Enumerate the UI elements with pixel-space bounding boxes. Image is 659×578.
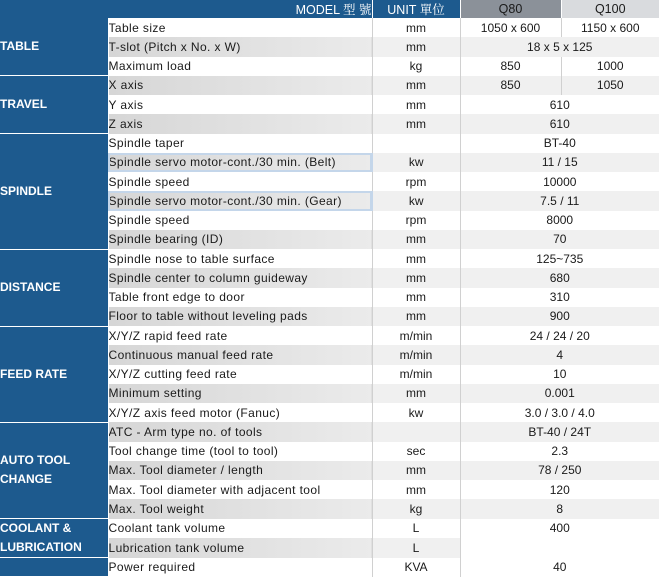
spec-value: 125~735 xyxy=(536,251,584,266)
spec-value: 400 xyxy=(549,521,570,536)
spec-unit xyxy=(372,134,460,153)
spec-item: X axis xyxy=(108,76,372,95)
spec-unit: m/min xyxy=(372,365,460,384)
spec-value: 78 / 250 xyxy=(460,461,659,480)
spec-unit: mm xyxy=(372,37,460,56)
spec-item: Z axis xyxy=(108,114,372,133)
spec-unit: kw xyxy=(372,403,460,422)
table-row xyxy=(0,558,659,577)
spec-value: 0.001 xyxy=(460,384,659,403)
unit-header: UNIT 單位 xyxy=(372,0,460,18)
spec-item: Floor to table without leveling pads xyxy=(108,307,372,326)
spec-item: X/Y/Z rapid feed rate xyxy=(108,326,372,345)
category-auto-tool-change xyxy=(0,422,108,518)
category-coolant-lubrication xyxy=(0,519,108,558)
spec-item: Coolant tank volume xyxy=(108,519,372,539)
spec-unit: rpm xyxy=(372,172,460,191)
spec-unit: m/min xyxy=(372,326,460,345)
category-line: CHANGE xyxy=(0,472,53,487)
spec-value xyxy=(460,538,659,558)
spec-unit: L xyxy=(372,519,460,539)
spec-item: Continuous manual feed rate xyxy=(108,345,372,364)
category-travel: TRAVEL xyxy=(0,76,108,134)
q80-value: 850 xyxy=(460,57,561,76)
category-table: TABLE xyxy=(0,18,108,76)
q80-value: 1050 x 600 xyxy=(460,18,561,37)
header-row xyxy=(0,0,659,18)
category-line: AUTO TOOL xyxy=(0,453,71,468)
category-distance: DISTANCE xyxy=(0,249,108,326)
spec-value: 610 xyxy=(549,97,570,112)
table-row xyxy=(0,422,659,441)
spec-item: Spindle servo motor-cont./30 min. (Belt) xyxy=(108,153,372,172)
spec-unit: mm xyxy=(372,480,460,499)
spec-unit: kw xyxy=(372,153,460,172)
spec-unit: mm xyxy=(372,307,460,326)
category-power xyxy=(0,558,108,577)
spec-item: X/Y/Z axis feed motor (Fanuc) xyxy=(108,403,372,422)
spec-unit: m/min xyxy=(372,345,460,364)
spec-value: 11 / 15 xyxy=(460,153,659,172)
spec-unit: mm xyxy=(372,230,460,249)
spec-item: Spindle center to column guideway xyxy=(108,268,372,287)
spec-item: ATC - Arm type no. of tools xyxy=(108,422,372,441)
spec-value: 7.5 / 11 xyxy=(460,191,659,210)
spec-value: 10 xyxy=(553,367,567,382)
spec-unit: rpm xyxy=(372,211,460,230)
spec-item: Maximum load xyxy=(108,57,372,76)
spec-unit: mm xyxy=(372,461,460,480)
category-line: LUBRICATION xyxy=(0,540,82,554)
spec-value: 24 / 24 / 20 xyxy=(529,328,590,343)
category-spindle: SPINDLE xyxy=(0,134,108,250)
spec-unit: mm xyxy=(372,114,460,133)
q100-header: Q100 xyxy=(561,0,659,18)
spec-value: 680 xyxy=(460,268,659,287)
spec-item: Spindle nose to table surface xyxy=(108,249,372,268)
spec-value: 2.3 xyxy=(551,444,569,459)
spec-item: Tool change time (tool to tool) xyxy=(108,442,372,461)
spec-value: 40 xyxy=(553,560,567,575)
spec-item: T-slot (Pitch x No. x W) xyxy=(108,37,372,56)
spec-unit: mm xyxy=(372,18,460,37)
spec-item: Max. Tool diameter with adjacent tool xyxy=(108,480,372,499)
spec-item: Spindle taper xyxy=(108,134,372,153)
spec-value: 120 xyxy=(549,482,570,497)
spec-item: Spindle servo motor-cont./30 min. (Gear) xyxy=(108,191,372,210)
spec-item: Minimum setting xyxy=(108,384,372,403)
spec-value: BT-40 / 24T xyxy=(460,422,659,441)
spec-item: Max. Tool weight xyxy=(108,499,372,518)
spec-unit: mm xyxy=(372,268,460,287)
table-row xyxy=(0,134,659,153)
spec-unit: KVA xyxy=(372,558,460,577)
spec-item: Spindle bearing (ID) xyxy=(108,230,372,249)
spec-unit: mm xyxy=(372,288,460,307)
table-row xyxy=(0,326,659,345)
spec-unit: mm xyxy=(372,76,460,95)
q100-value: 1050 xyxy=(561,76,659,95)
spec-unit: L xyxy=(372,538,460,558)
spec-item: Table size xyxy=(108,18,372,37)
q100-value: 1150 x 600 xyxy=(581,20,640,35)
spec-item: Spindle speed xyxy=(108,172,372,191)
spec-item: Max. Tool diameter / length xyxy=(108,461,372,480)
model-header: MODEL 型 號 xyxy=(0,0,372,18)
spec-unit: sec xyxy=(372,442,460,461)
spec-item: Spindle speed xyxy=(108,211,372,230)
spec-item: Lubrication tank volume xyxy=(108,538,372,558)
table-row xyxy=(0,249,659,268)
table-row xyxy=(0,519,659,539)
q80-value: 850 xyxy=(460,76,561,95)
spec-unit: mm xyxy=(372,95,460,114)
table-row xyxy=(0,76,659,95)
table-row xyxy=(0,18,659,37)
q80-header: Q80 xyxy=(460,0,561,18)
spec-value: 70 xyxy=(460,230,659,249)
spec-value: 3.0 / 3.0 / 4.0 xyxy=(524,405,595,420)
category-line: COOLANT & xyxy=(0,521,72,535)
spec-unit: mm xyxy=(372,249,460,268)
spec-item: Power required xyxy=(108,558,372,577)
category-feed-rate: FEED RATE xyxy=(0,326,108,422)
spec-unit: kw xyxy=(372,191,460,210)
spec-value: 8 xyxy=(460,499,659,518)
spec-value: 900 xyxy=(460,307,659,326)
spec-value: 4 xyxy=(460,345,659,364)
spec-value: 18 x 5 x 125 xyxy=(460,37,659,56)
spec-unit: kg xyxy=(372,499,460,518)
spec-value: 8000 xyxy=(546,213,574,228)
spec-value: 310 xyxy=(549,290,570,305)
spec-item: Table front edge to door xyxy=(108,288,372,307)
spec-item: Y axis xyxy=(108,95,372,114)
q100-value: 1000 xyxy=(596,59,624,74)
spec-unit: mm xyxy=(372,384,460,403)
spec-unit: kg xyxy=(372,57,460,76)
spec-value: 10000 xyxy=(543,174,577,189)
spec-value: 610 xyxy=(460,114,659,133)
spec-unit xyxy=(372,422,460,441)
spec-value: BT-40 xyxy=(543,136,576,151)
spec-item: X/Y/Z cutting feed rate xyxy=(108,365,372,384)
